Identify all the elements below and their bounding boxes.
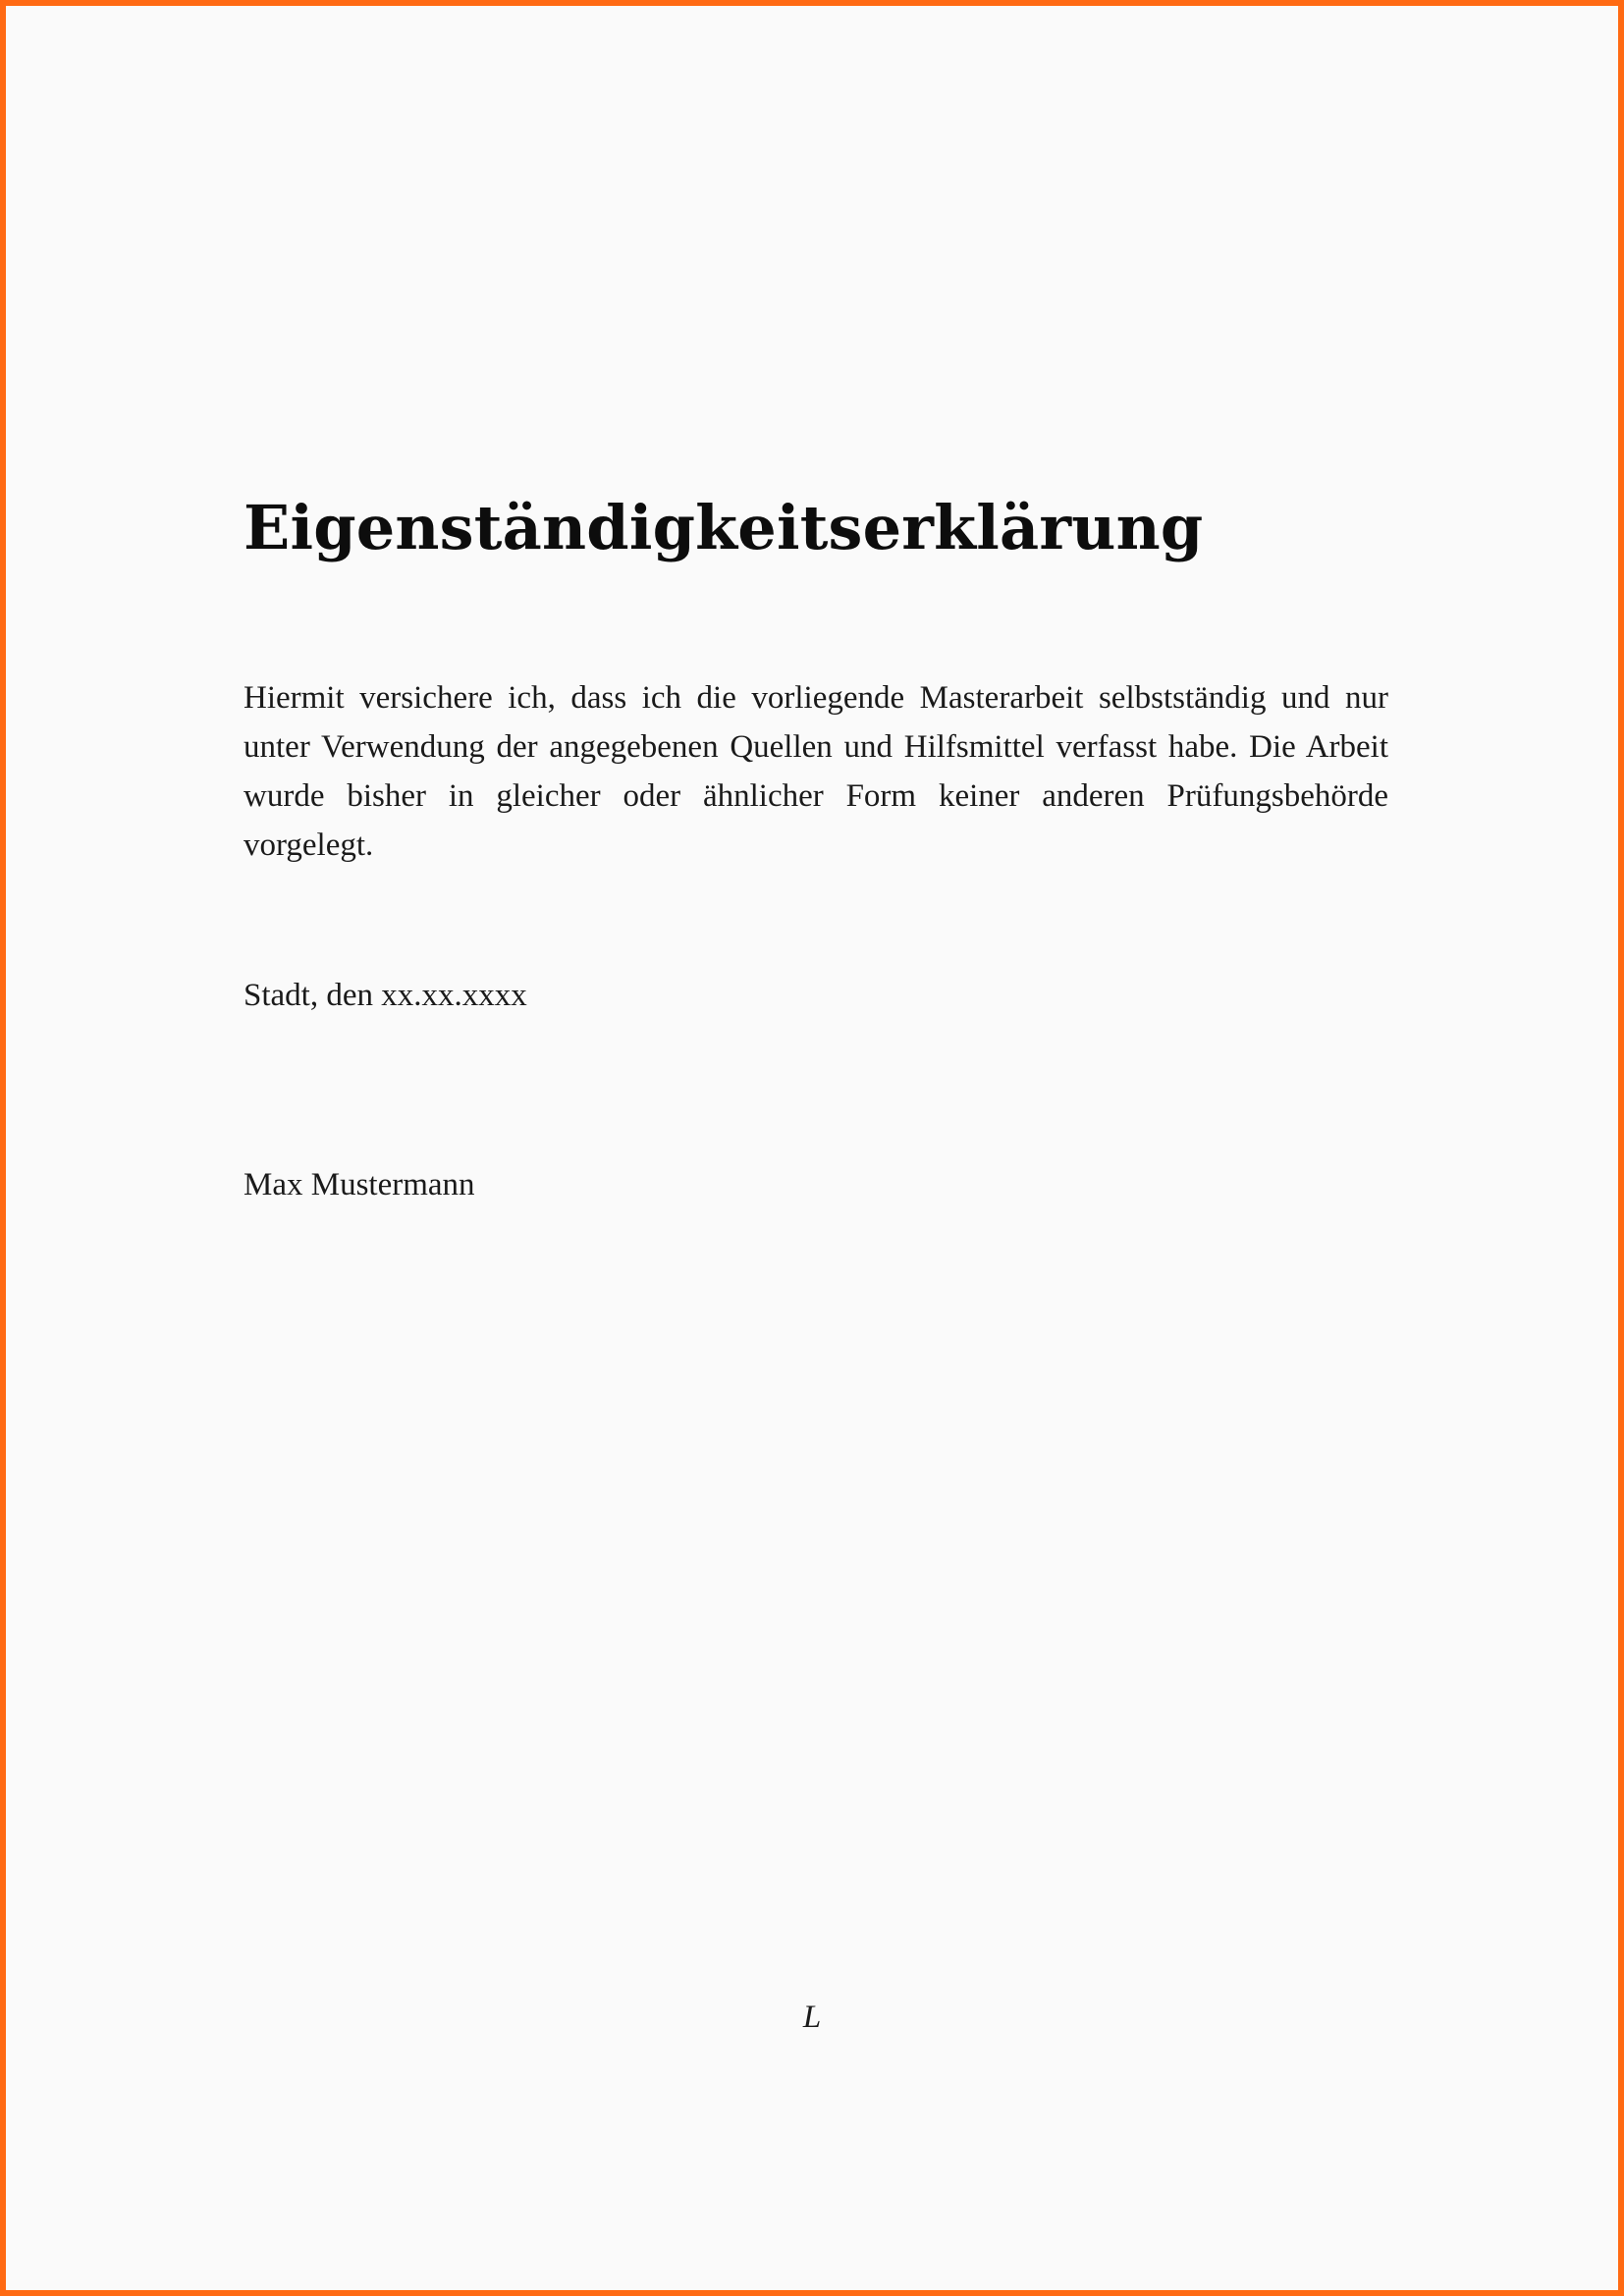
place-date-line: Stadt, den xx.xx.xxxx (244, 978, 527, 1013)
declaration-paragraph: Hiermit versichere ich, dass ich die vorliegende Masterarbeit selbstständig und nur unter Verwendung der angegebenen Quellen und Hilfsmittel verfasst habe. Die Arbeit wurde bisher in gleicher oder ähnlicher Form keiner anderen Prüfungsbehörde vorgelegt. (244, 680, 1388, 863)
signature-name: Max Mustermann (244, 1167, 475, 1202)
page-title: Eigenständigkeitserklärung (244, 492, 1204, 563)
page-number: L (802, 2000, 822, 2035)
